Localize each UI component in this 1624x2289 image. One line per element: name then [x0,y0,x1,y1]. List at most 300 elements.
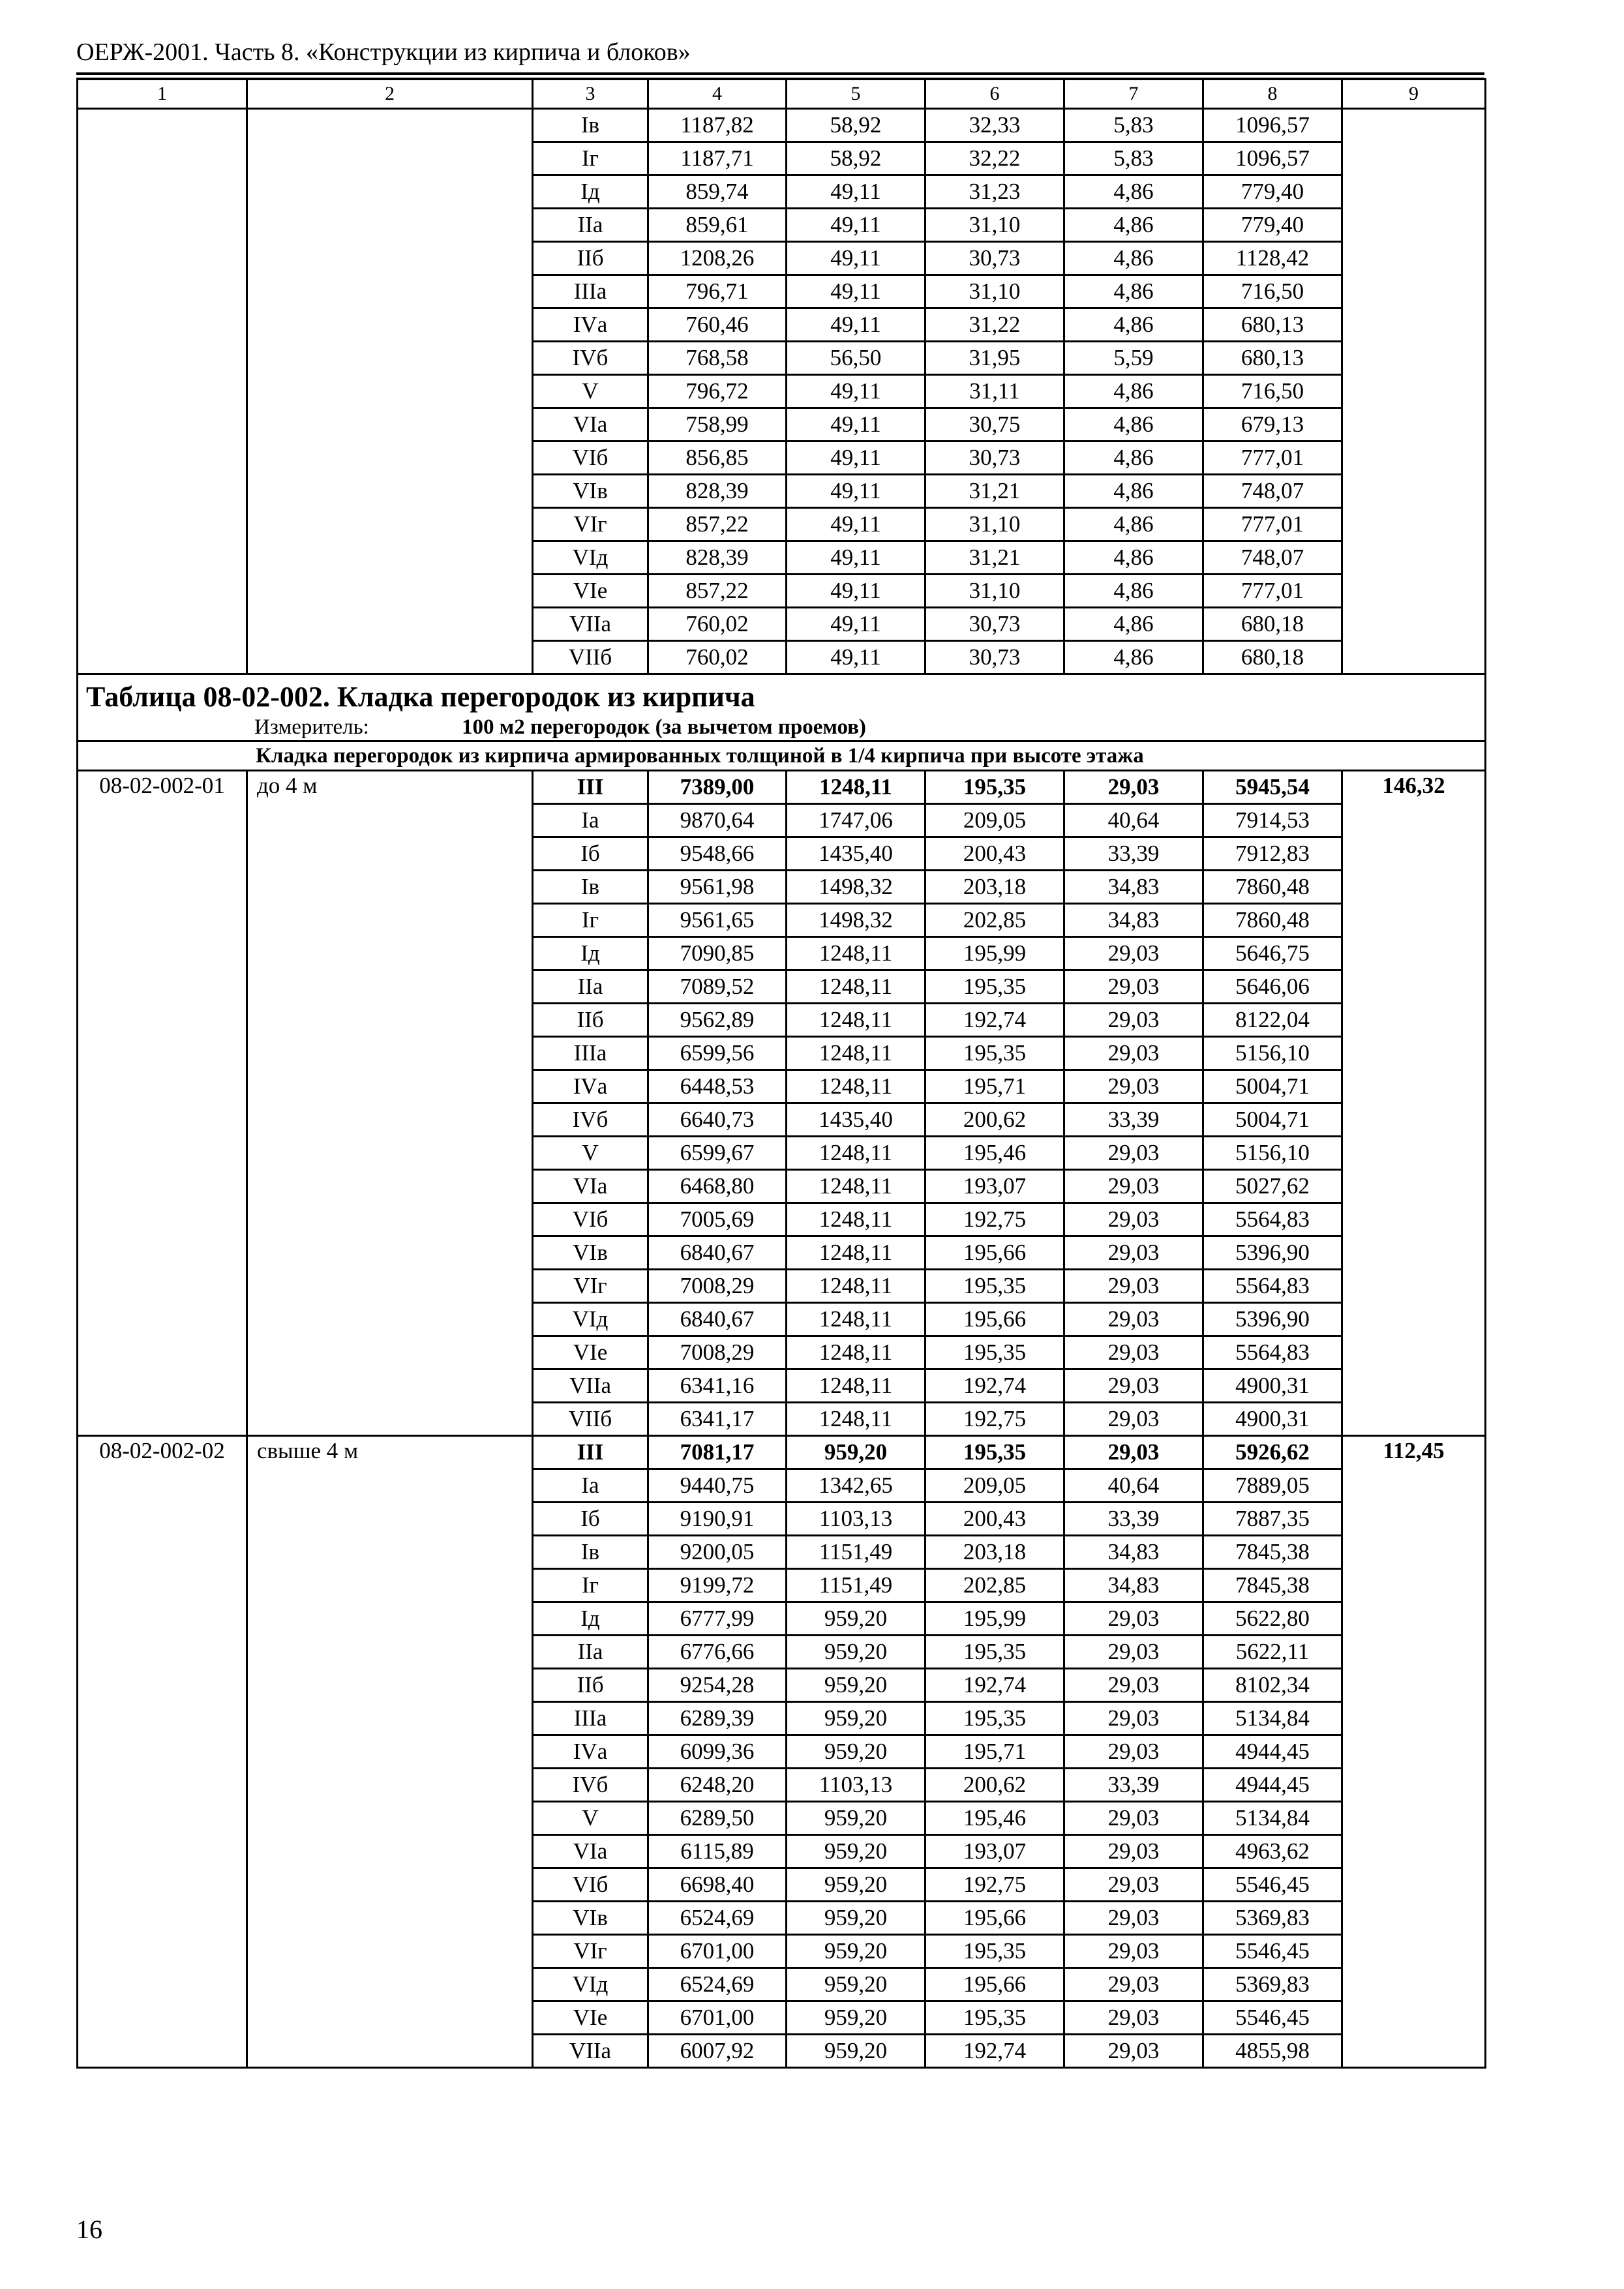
value-cell: 29,03 [1064,1236,1203,1270]
value-cell: 192,74 [925,2035,1064,2068]
value-cell: 6524,69 [648,1968,787,2001]
value-cell: 760,02 [648,641,787,674]
value-cell: 31,22 [925,308,1064,342]
table-title-row [78,674,1486,741]
value-cell: 4,86 [1064,608,1203,641]
zone-cell: VIб [533,1203,648,1236]
value-cell: 49,11 [787,608,925,641]
value-cell: 4,86 [1064,275,1203,308]
value-cell: 5134,84 [1203,1802,1342,1835]
value-cell: 195,99 [925,1602,1064,1636]
zone-cell: VIд [533,1968,648,2001]
value-cell: 5622,11 [1203,1636,1342,1669]
value-cell: 31,11 [925,375,1064,408]
zone-cell: Iд [533,1602,648,1636]
value-cell: 4,86 [1064,641,1203,674]
value-cell: 6524,69 [648,1902,787,1935]
value-cell: 5396,90 [1203,1236,1342,1270]
value-cell: 7845,38 [1203,1569,1342,1602]
value-cell: 6448,53 [648,1070,787,1103]
value-cell: 31,10 [925,275,1064,308]
zone-cell: Iд [533,937,648,970]
column-number: 3 [533,80,648,109]
zone-cell: VIIа [533,608,648,641]
value-cell: 5,83 [1064,109,1203,142]
table-row [78,1436,1486,1469]
value-cell: 4963,62 [1203,1835,1342,1868]
value-cell: 959,20 [787,1669,925,1702]
zone-cell: IIIа [533,1037,648,1070]
zone-cell: IIа [533,1636,648,1669]
value-cell: 5369,83 [1203,1968,1342,2001]
value-cell: 7008,29 [648,1270,787,1303]
value-cell: 195,71 [925,1735,1064,1769]
value-cell: 9870,64 [648,804,787,837]
value-cell: 200,62 [925,1769,1064,1802]
value-cell: 29,03 [1064,1669,1203,1702]
value-cell: 200,62 [925,1103,1064,1137]
column-number: 6 [925,80,1064,109]
value-cell: 6289,39 [648,1702,787,1735]
value-cell: 34,83 [1064,871,1203,904]
value-cell: 959,20 [787,1935,925,1968]
value-cell: 7089,52 [648,970,787,1004]
zone-cell: V [533,1802,648,1835]
value-cell: 5,83 [1064,142,1203,175]
value-cell: 29,03 [1064,1636,1203,1669]
value-cell: 9562,89 [648,1004,787,1037]
zone-cell: VIIб [533,641,648,674]
value-cell: 33,39 [1064,1103,1203,1137]
value-cell: 5027,62 [1203,1170,1342,1203]
value-cell: 7008,29 [648,1336,787,1369]
value-cell: 856,85 [648,441,787,475]
zone-cell: Iб [533,1503,648,1536]
value-cell: 5,59 [1064,342,1203,375]
value-cell: 32,22 [925,142,1064,175]
item-code: 08-02-002-02 [78,1436,247,2068]
value-cell: 33,39 [1064,837,1203,871]
zone-cell: III [533,771,648,804]
value-cell: 29,03 [1064,970,1203,1004]
zone-cell: IIа [533,209,648,242]
value-cell: 49,11 [787,275,925,308]
value-cell: 195,35 [925,1935,1064,1968]
value-cell: 1248,11 [787,1004,925,1037]
value-cell: 31,10 [925,575,1064,608]
value-cell: 1435,40 [787,1103,925,1137]
zone-cell: VIа [533,1170,648,1203]
value-cell: 7860,48 [1203,904,1342,937]
zone-cell: V [533,375,648,408]
column-number: 4 [648,80,787,109]
value-cell: 29,03 [1064,1702,1203,1735]
value-cell: 49,11 [787,575,925,608]
column-number: 7 [1064,80,1203,109]
value-cell: 195,66 [925,1303,1064,1336]
value-cell: 6007,92 [648,2035,787,2068]
value-cell: 959,20 [787,1902,925,1935]
value-cell: 33,39 [1064,1503,1203,1536]
value-cell: 195,35 [925,1336,1064,1369]
zone-cell: IIа [533,970,648,1004]
zone-cell: Iг [533,142,648,175]
zone-cell: VIв [533,475,648,508]
value-cell: 56,50 [787,342,925,375]
value-cell: 8122,04 [1203,1004,1342,1037]
value-cell: 748,07 [1203,475,1342,508]
measure-label: Измеритель: [254,715,369,739]
price-table [76,78,1486,2069]
value-cell: 195,66 [925,1236,1064,1270]
value-cell: 7912,83 [1203,837,1342,871]
value-cell: 1103,13 [787,1769,925,1802]
value-cell: 29,03 [1064,1270,1203,1303]
value-cell: 680,13 [1203,342,1342,375]
zone-cell: VIв [533,1236,648,1270]
value-cell: 959,20 [787,1636,925,1669]
table-row [78,109,1486,142]
value-cell: 716,50 [1203,275,1342,308]
value-cell: 1248,11 [787,1037,925,1070]
value-cell: 30,73 [925,641,1064,674]
zone-cell: III [533,1436,648,1469]
value-cell: 203,18 [925,871,1064,904]
zone-cell: IVб [533,1103,648,1137]
value-cell: 777,01 [1203,508,1342,541]
value-cell: 9561,98 [648,871,787,904]
value-cell: 7914,53 [1203,804,1342,837]
value-cell: 29,03 [1064,1935,1203,1968]
col9-value: 146,32 [1342,771,1486,1436]
value-cell: 4944,45 [1203,1735,1342,1769]
value-cell: 209,05 [925,804,1064,837]
value-cell: 1248,11 [787,1203,925,1236]
value-cell: 49,11 [787,641,925,674]
value-cell: 29,03 [1064,1436,1203,1469]
value-cell: 6640,73 [648,1103,787,1137]
value-cell: 777,01 [1203,575,1342,608]
value-cell: 857,22 [648,575,787,608]
value-cell: 40,64 [1064,804,1203,837]
value-cell: 7860,48 [1203,871,1342,904]
value-cell: 1498,32 [787,871,925,904]
value-cell: 9561,65 [648,904,787,937]
item-code: 08-02-002-01 [78,771,247,1436]
value-cell: 7887,35 [1203,1503,1342,1536]
zone-cell: Iб [533,837,648,871]
value-cell: 4855,98 [1203,2035,1342,2068]
value-cell: 777,01 [1203,441,1342,475]
value-cell: 4900,31 [1203,1403,1342,1436]
value-cell: 195,35 [925,1636,1064,1669]
value-cell: 29,03 [1064,771,1203,804]
value-cell: 31,23 [925,175,1064,209]
value-cell: 49,11 [787,375,925,408]
value-cell: 4,86 [1064,408,1203,441]
value-cell: 6701,00 [648,1935,787,1968]
zone-cell: VIа [533,408,648,441]
value-cell: 5622,80 [1203,1602,1342,1636]
value-cell: 33,39 [1064,1769,1203,1802]
value-cell: 1151,49 [787,1569,925,1602]
value-cell: 959,20 [787,1735,925,1769]
value-cell: 49,11 [787,475,925,508]
zone-cell: IVа [533,308,648,342]
value-cell: 31,21 [925,541,1064,575]
value-cell: 6099,36 [648,1735,787,1769]
value-cell: 30,73 [925,441,1064,475]
value-cell: 4,86 [1064,375,1203,408]
zone-cell: VIIа [533,2035,648,2068]
value-cell: 4,86 [1064,541,1203,575]
value-cell: 828,39 [648,475,787,508]
value-cell: 49,11 [787,508,925,541]
value-cell: 49,11 [787,209,925,242]
value-cell: 959,20 [787,2035,925,2068]
value-cell: 1248,11 [787,1170,925,1203]
subheading-row [78,741,1486,771]
value-cell: 4944,45 [1203,1769,1342,1802]
value-cell: 40,64 [1064,1469,1203,1503]
zone-cell: VIд [533,541,648,575]
value-cell: 5156,10 [1203,1137,1342,1170]
value-cell: 6115,89 [648,1835,787,1868]
code-cell [78,109,247,674]
value-cell: 779,40 [1203,209,1342,242]
value-cell: 195,46 [925,1802,1064,1835]
value-cell: 29,03 [1064,1303,1203,1336]
value-cell: 1342,65 [787,1469,925,1503]
value-cell: 203,18 [925,1536,1064,1569]
value-cell: 1248,11 [787,771,925,804]
value-cell: 192,75 [925,1403,1064,1436]
value-cell: 4900,31 [1203,1369,1342,1403]
value-cell: 202,85 [925,1569,1064,1602]
value-cell: 857,22 [648,508,787,541]
value-cell: 34,83 [1064,1569,1203,1602]
value-cell: 1096,57 [1203,142,1342,175]
value-cell: 959,20 [787,1835,925,1868]
value-cell: 6341,17 [648,1403,787,1436]
zone-cell: IIб [533,242,648,275]
value-cell: 7889,05 [1203,1469,1342,1503]
value-cell: 7845,38 [1203,1536,1342,1569]
zone-cell: Iв [533,871,648,904]
value-cell: 58,92 [787,109,925,142]
value-cell: 29,03 [1064,937,1203,970]
value-cell: 6599,56 [648,1037,787,1070]
value-cell: 34,83 [1064,904,1203,937]
value-cell: 6248,20 [648,1769,787,1802]
measure-value: 100 м2 перегородок (за вычетом проемов) [462,715,866,739]
value-cell: 959,20 [787,1436,925,1469]
value-cell: 202,85 [925,904,1064,937]
value-cell: 29,03 [1064,1203,1203,1236]
value-cell: 1208,26 [648,242,787,275]
value-cell: 31,10 [925,508,1064,541]
subheading: Кладка перегородок из кирпича армированных толщиной в 1/4 кирпича при высоте этажа [78,741,1486,771]
col9-cell [1342,109,1486,674]
value-cell: 29,03 [1064,1170,1203,1203]
value-cell: 30,73 [925,242,1064,275]
zone-cell: VIа [533,1835,648,1868]
column-number: 5 [787,80,925,109]
value-cell: 193,07 [925,1170,1064,1203]
value-cell: 192,74 [925,1669,1064,1702]
value-cell: 758,99 [648,408,787,441]
value-cell: 959,20 [787,1868,925,1902]
value-cell: 29,03 [1064,1868,1203,1902]
value-cell: 1103,13 [787,1503,925,1536]
value-cell: 9440,75 [648,1469,787,1503]
value-cell: 679,13 [1203,408,1342,441]
value-cell: 29,03 [1064,1602,1203,1636]
value-cell: 6777,99 [648,1602,787,1636]
item-name: свыше 4 м [247,1436,533,2068]
value-cell: 1248,11 [787,970,925,1004]
zone-cell: IIб [533,1004,648,1037]
value-cell: 5564,83 [1203,1203,1342,1236]
value-cell: 195,35 [925,1702,1064,1735]
value-cell: 31,95 [925,342,1064,375]
column-number: 8 [1203,80,1342,109]
value-cell: 31,10 [925,209,1064,242]
value-cell: 1248,11 [787,1369,925,1403]
value-cell: 29,03 [1064,1802,1203,1835]
value-cell: 29,03 [1064,2001,1203,2035]
value-cell: 859,74 [648,175,787,209]
value-cell: 49,11 [787,541,925,575]
value-cell: 796,72 [648,375,787,408]
value-cell: 1498,32 [787,904,925,937]
value-cell: 4,86 [1064,242,1203,275]
value-cell: 680,13 [1203,308,1342,342]
value-cell: 29,03 [1064,1070,1203,1103]
value-cell: 1248,11 [787,1137,925,1170]
table-title-cell [78,674,1486,741]
value-cell: 195,35 [925,1436,1064,1469]
page-number: 16 [76,2215,102,2244]
value-cell: 7005,69 [648,1203,787,1236]
zone-cell: VIб [533,441,648,475]
value-cell: 49,11 [787,308,925,342]
value-cell: 748,07 [1203,541,1342,575]
value-cell: 779,40 [1203,175,1342,209]
value-cell: 29,03 [1064,1004,1203,1037]
value-cell: 5945,54 [1203,771,1342,804]
zone-cell: V [533,1137,648,1170]
value-cell: 34,83 [1064,1536,1203,1569]
column-number: 1 [78,80,247,109]
value-cell: 192,75 [925,1868,1064,1902]
value-cell: 5004,71 [1203,1103,1342,1137]
value-cell: 9548,66 [648,837,787,871]
value-cell: 30,73 [925,608,1064,641]
zone-cell: VIд [533,1303,648,1336]
value-cell: 5134,84 [1203,1702,1342,1735]
value-cell: 5564,83 [1203,1270,1342,1303]
value-cell: 193,07 [925,1835,1064,1868]
value-cell: 49,11 [787,408,925,441]
value-cell: 1747,06 [787,804,925,837]
value-cell: 192,74 [925,1004,1064,1037]
value-cell: 4,86 [1064,441,1203,475]
value-cell: 29,03 [1064,1735,1203,1769]
value-cell: 4,86 [1064,508,1203,541]
value-cell: 32,33 [925,109,1064,142]
value-cell: 31,21 [925,475,1064,508]
value-cell: 6840,67 [648,1236,787,1270]
zone-cell: VIе [533,575,648,608]
value-cell: 859,61 [648,209,787,242]
value-cell: 1128,42 [1203,242,1342,275]
value-cell: 29,03 [1064,2035,1203,2068]
zone-cell: IVб [533,342,648,375]
value-cell: 192,74 [925,1369,1064,1403]
zone-cell: Iд [533,175,648,209]
value-cell: 29,03 [1064,1835,1203,1868]
value-cell: 49,11 [787,175,925,209]
zone-cell: Iг [533,1569,648,1602]
header-rule-thick [76,72,1484,75]
value-cell: 5546,45 [1203,2001,1342,2035]
value-cell: 680,18 [1203,608,1342,641]
value-cell: 7081,17 [648,1436,787,1469]
value-cell: 9254,28 [648,1669,787,1702]
value-cell: 29,03 [1064,1902,1203,1935]
value-cell: 9190,91 [648,1503,787,1536]
value-cell: 1248,11 [787,1336,925,1369]
value-cell: 4,86 [1064,175,1203,209]
value-cell: 29,03 [1064,1369,1203,1403]
value-cell: 7389,00 [648,771,787,804]
value-cell: 30,75 [925,408,1064,441]
value-cell: 195,35 [925,1270,1064,1303]
zone-cell: VIб [533,1868,648,1902]
value-cell: 5004,71 [1203,1070,1342,1103]
value-cell: 1435,40 [787,837,925,871]
value-cell: 6840,67 [648,1303,787,1336]
value-cell: 29,03 [1064,1336,1203,1369]
value-cell: 195,66 [925,1968,1064,2001]
value-cell: 4,86 [1064,575,1203,608]
zone-cell: IVа [533,1735,648,1769]
zone-cell: IIIа [533,1702,648,1735]
value-cell: 1248,11 [787,1236,925,1270]
value-cell: 5546,45 [1203,1868,1342,1902]
value-cell: 195,71 [925,1070,1064,1103]
value-cell: 760,02 [648,608,787,641]
value-cell: 716,50 [1203,375,1342,408]
value-cell: 5546,45 [1203,1935,1342,1968]
value-cell: 5926,62 [1203,1436,1342,1469]
zone-cell: Iг [533,904,648,937]
value-cell: 49,11 [787,242,925,275]
table-row [78,771,1486,804]
value-cell: 195,35 [925,2001,1064,2035]
value-cell: 6599,67 [648,1137,787,1170]
value-cell: 959,20 [787,1702,925,1735]
value-cell: 195,99 [925,937,1064,970]
value-cell: 6698,40 [648,1868,787,1902]
value-cell: 6468,80 [648,1170,787,1203]
item-name: до 4 м [247,771,533,1436]
zone-cell: VIIа [533,1369,648,1403]
value-cell: 195,35 [925,1037,1064,1070]
value-cell: 6341,16 [648,1369,787,1403]
value-cell: 9200,05 [648,1536,787,1569]
